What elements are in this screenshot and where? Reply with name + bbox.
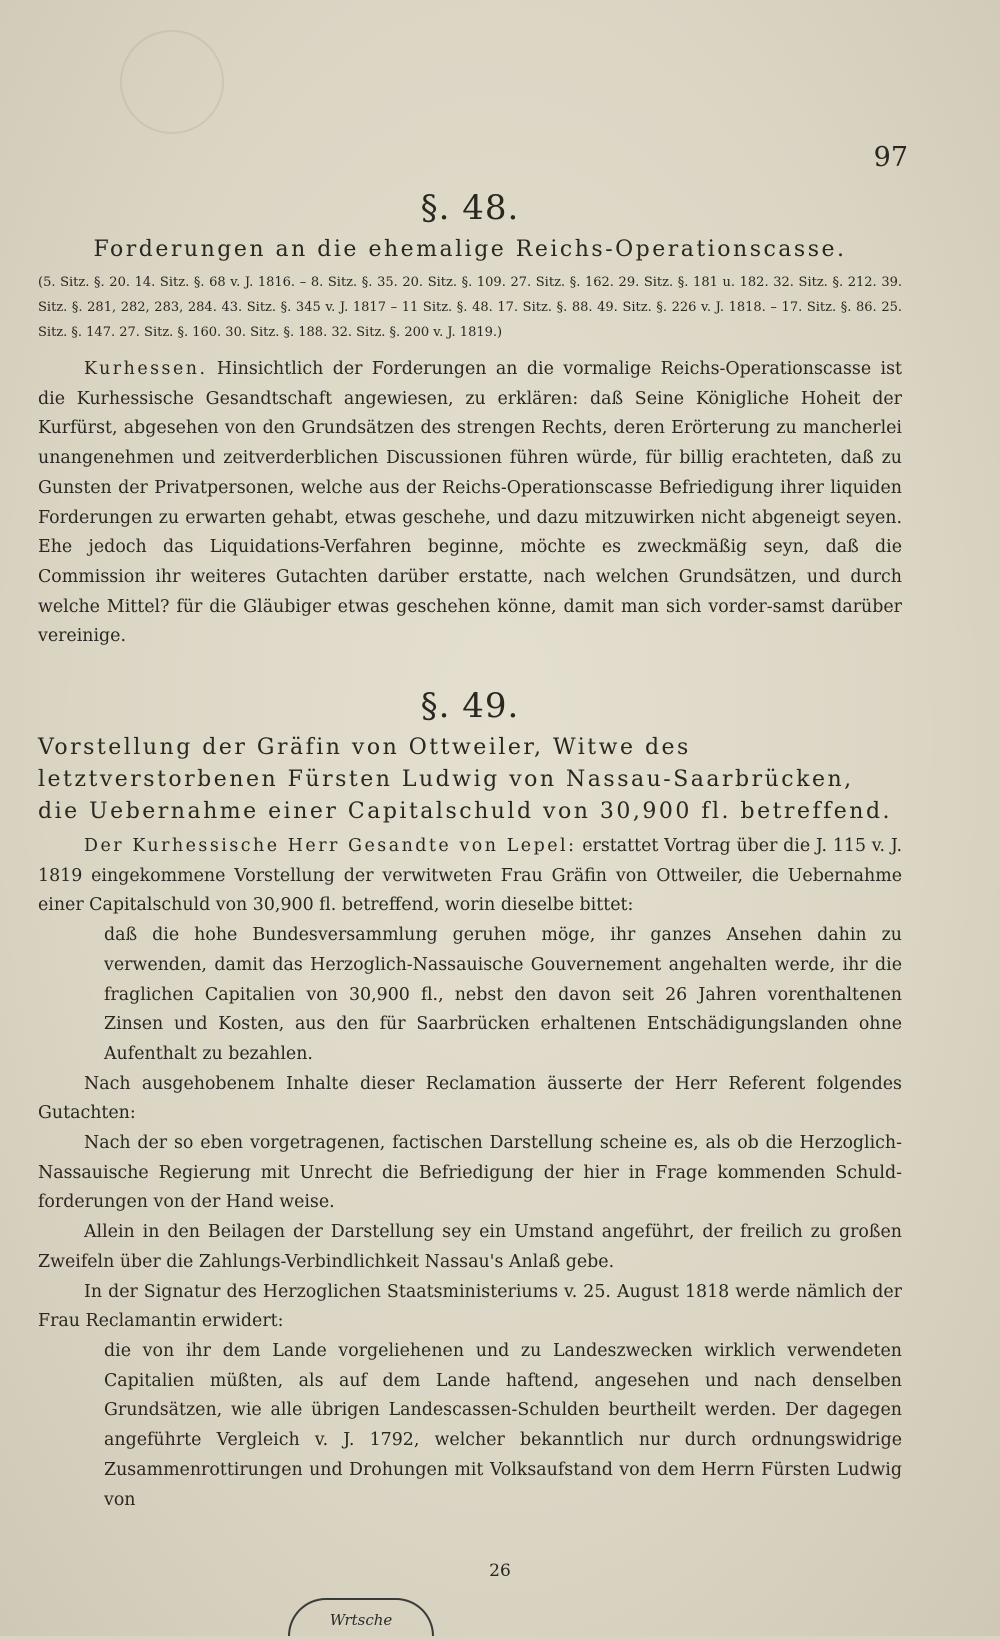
section-49-beilagen: Allein in den Beilagen der Darstellung sey ein Umstand angeführt, der freilich zu großen Zweifeln über die Zahlungs-Verbindlichkeit Nassau's Anlaß gebe. [38,1222,902,1272]
section-48-paragraph [38,355,902,652]
section-49-intro-lead: Der Kurhessische Herr Gesandte von Lepel: [84,836,577,857]
page-number: 97 [873,142,908,173]
faded-seal [120,30,224,134]
section-48-number: §. 48. [420,188,520,228]
library-stamp: Wrtsche [288,1598,434,1636]
section-48-citation: (5. Sitz. §. 20. 14. Sitz. §. 68 v. J. 1816. – 8. Sitz. §. 35. 20. Sitz. §. 109. 27. Sitz. §. 162. 29. Sitz. §. 181 u. 182. 32. Sitz. §. 212. 39. Sitz. §. 281, 282, 283, 284. 43. Sitz. §. 345 v. J. 1817 – 11 Sitz. §. 48. 17. Sitz. §. 88. 49. Sitz. §. 226 v. J. 1818. – 17. Sitz. §. 86. 25. Sitz. §. 147. 27. Sitz. §. 160. 30. Sitz. §. 188. 32. Sitz. §. 200 v. J. 1819.) [38,275,902,340]
section-49-quote-1: daß die hohe Bundesversammlung geruhen möge, ihr ganzes Ansehen dahin zu verwenden, damit das Herzoglich-Nassauische Gouvernement angehalten werde, ihr die fraglichen Capitalien von 30,900 fl., nebst den davon seit 26 Jahren vorenthaltenen Zinsen und Kosten, aus den für Saarbrücken erhaltenen Entschädigungslanden ohne Aufenthalt zu bezahlen. [104,925,902,1064]
page-content [38,188,902,1515]
signature-mark: 26 [489,1561,511,1581]
section-49-number: §. 49. [420,686,520,727]
section-49-title: Vorstellung der Gräfin von Ottweiler, Witwe des letztverstorbenen Fürsten Ludwig von Nassau-Saarbrücken, die Uebernahme einer Capitalschuld von 30,900 fl. betreffend. [38,735,893,825]
section-49-darstellung: Nach der so eben vorgetragenen, factischen Darstellung scheine es, als ob die Herzoglich-Nassauische Regierung mit Unrecht die Befriedigung der hier in Frage kommenden Schuld-forderungen von der Hand weise. [38,1133,902,1213]
section-49-intro-rest: erstattet Vortrag über die J. 115 v. J. 1819 eingekommene Vorstellung der verwitweten Frau Gräfin von Ottweiler, die Uebernahme einer Capitalschuld von 30,900 fl. betreffend, worin dieselbe bittet: [38,836,902,916]
section-49-referent: Nach ausgehobenem Inhalte dieser Reclamation äusserte der Herr Referent folgendes Gutachten: [38,1073,902,1124]
section-49-quote-2: die von ihr dem Lande vorgeliehenen und zu Landeszwecken wirklich verwendeten Capitalien müßten, als auf dem Lande haftend, angesehen und nach denselben Grundsätzen, wie alle übrigen Landescassen-Schulden beurtheilt werden. Der dagegen angeführte Vergleich v. J. 1792, welcher bekanntlich nur durch ordnungswidrige Zusammenrottirungen und Drohungen mit Volksaufstand von dem Herrn Fürsten Ludwig von [104,1340,902,1510]
section-49-intro [38,832,902,921]
section-49-signatur: In der Signatur des Herzoglichen Staatsministeriums v. 25. August 1818 werde nämlich der Frau Reclamantin erwidert: [38,1281,902,1332]
section-48-title: Forderungen an die ehemalige Reichs-Operationscasse. [93,237,847,262]
section-48-lead: Kurhessen. [84,359,208,379]
section-48-text: Hinsichtlich der Forderungen an die vormalige Reichs-Operationscasse ist die Kurhessische Gesandtschaft angewiesen, zu erklären: daß Seine Königliche Hoheit der Kurfürst, abgesehen von den Grundsätzen des strengen Rechts, deren Erörterung zu mancherlei unangenehmen und zeitverderblichen Discussionen führen würde, für billig erachteten, daß zu Gunsten der Privatpersonen, welche aus der Reichs-Operationscasse Befriedigung ihrer liquiden Forderungen zu erwarten gehabt, etwas geschehe, und dazu mitzuwirken nicht abgeneigt seyen. Ehe jedoch das Liquidations-Verfahren beginne, möchte es zweckmäßig seyn, daß die Commission ihr weiteres Gutachten darüber erstatte, nach welchen Grundsätzen, und durch welche Mittel? für die Gläubiger etwas geschehen könne, damit man sich vorder-samst darüber vereinige. [38,359,902,647]
